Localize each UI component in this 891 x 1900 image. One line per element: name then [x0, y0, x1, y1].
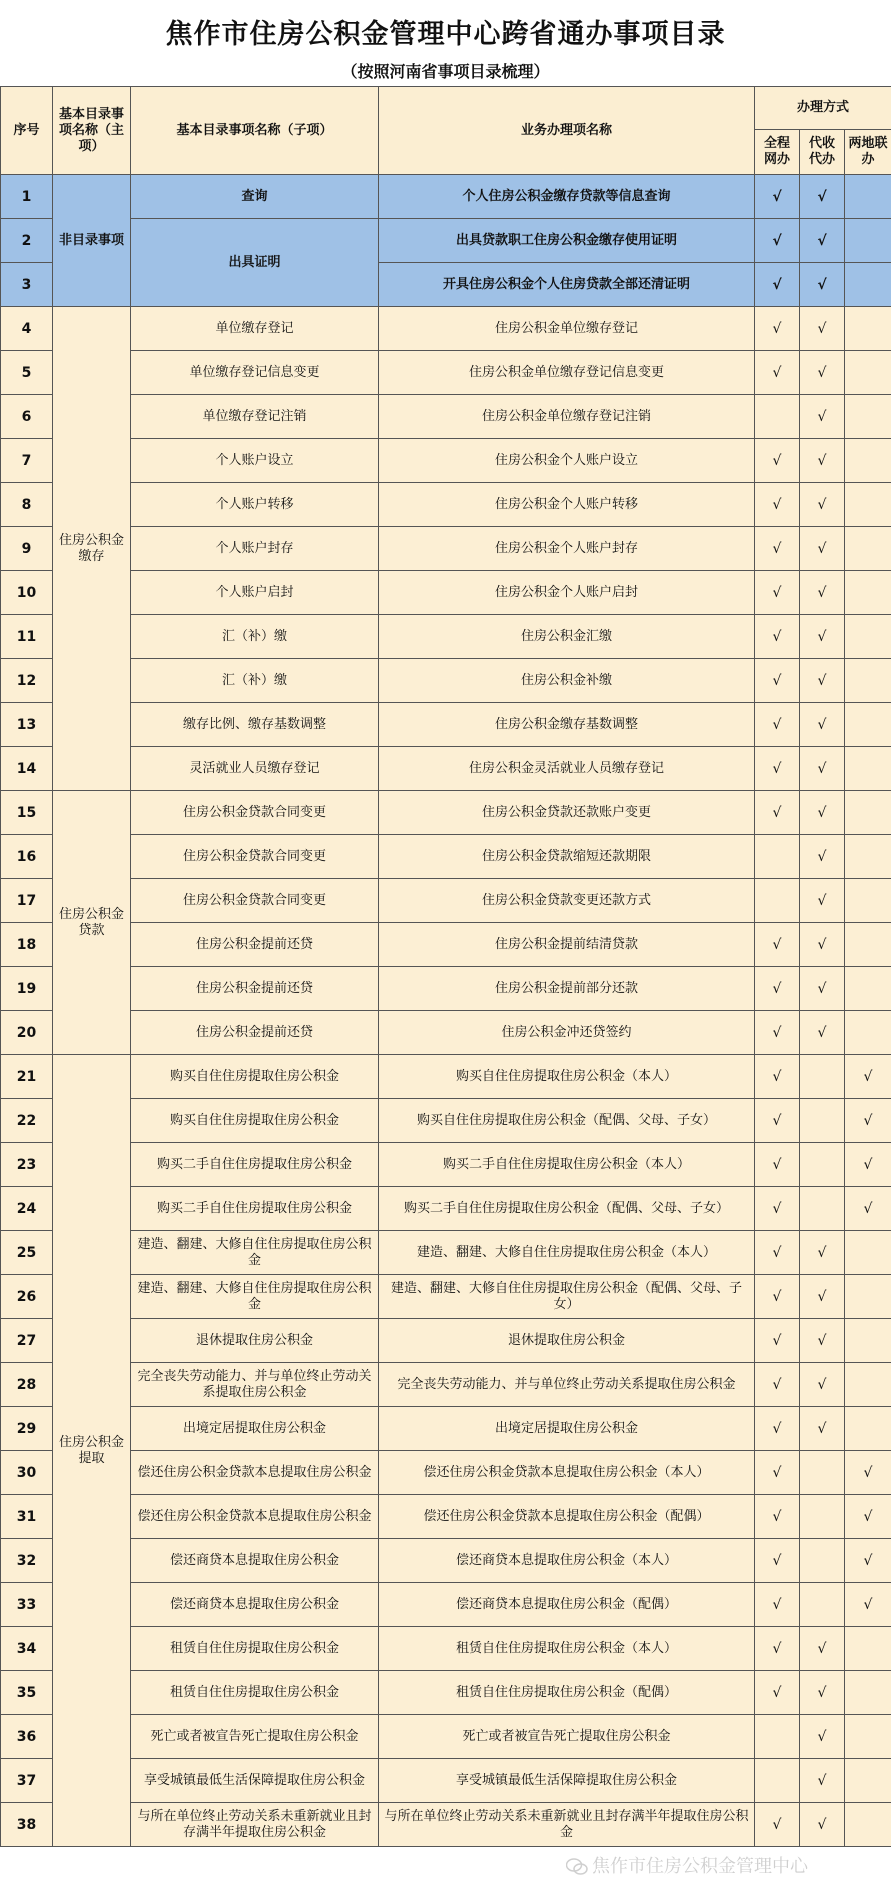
- joint-check: √: [845, 1143, 891, 1187]
- business-item-cell: 建造、翻建、大修自住住房提取住房公积金（配偶、父母、子女）: [379, 1275, 755, 1319]
- table-row: [1, 351, 891, 395]
- joint-check: [845, 659, 891, 703]
- table-row: [1, 1275, 891, 1319]
- row-number: 32: [1, 1539, 53, 1583]
- online-check: √: [755, 175, 800, 219]
- table-row: [1, 923, 891, 967]
- business-item-cell: 住房公积金单位缴存登记信息变更: [379, 351, 755, 395]
- online-check: √: [755, 571, 800, 615]
- proxy-check: √: [800, 483, 845, 527]
- business-item-cell: 与所在单位终止劳动关系未重新就业且封存满半年提取住房公积金: [379, 1803, 755, 1847]
- row-number: 15: [1, 791, 53, 835]
- proxy-check: √: [800, 835, 845, 879]
- row-number: 27: [1, 1319, 53, 1363]
- proxy-check: √: [800, 1407, 845, 1451]
- proxy-check: √: [800, 263, 845, 307]
- subitem-cell: 租赁自住住房提取住房公积金: [131, 1671, 379, 1715]
- table-row: [1, 1319, 891, 1363]
- watermark: [566, 1852, 808, 1878]
- subitem-cell: 汇（补）缴: [131, 659, 379, 703]
- title-block: [0, 0, 891, 86]
- subitem-cell: 与所在单位终止劳动关系未重新就业且封存满半年提取住房公积金: [131, 1803, 379, 1847]
- business-item-cell: 购买自住住房提取住房公积金（本人）: [379, 1055, 755, 1099]
- business-item-cell: 住房公积金单位缴存登记注销: [379, 395, 755, 439]
- online-check: √: [755, 967, 800, 1011]
- online-check: √: [755, 659, 800, 703]
- subitem-cell: 退休提取住房公积金: [131, 1319, 379, 1363]
- proxy-check: √: [800, 1759, 845, 1803]
- business-item-cell: 出境定居提取住房公积金: [379, 1407, 755, 1451]
- proxy-check: √: [800, 1231, 845, 1275]
- business-item-cell: 租赁自住住房提取住房公积金（配偶）: [379, 1671, 755, 1715]
- proxy-check: √: [800, 703, 845, 747]
- table-row: [1, 1627, 891, 1671]
- table-row: [1, 703, 891, 747]
- subitem-cell: 购买自住住房提取住房公积金: [131, 1099, 379, 1143]
- joint-check: √: [845, 1099, 891, 1143]
- business-item-cell: 住房公积金单位缴存登记: [379, 307, 755, 351]
- online-check: √: [755, 1231, 800, 1275]
- header-seq: 序号: [1, 87, 53, 175]
- proxy-check: √: [800, 791, 845, 835]
- business-item-cell: 购买自住住房提取住房公积金（配偶、父母、子女）: [379, 1099, 755, 1143]
- header-basic: 基本目录事项名称（主项）: [53, 87, 131, 175]
- table-row: [1, 1451, 891, 1495]
- table-row: [1, 659, 891, 703]
- table-row: [1, 1055, 891, 1099]
- proxy-check: √: [800, 571, 845, 615]
- subitem-cell: 灵活就业人员缴存登记: [131, 747, 379, 791]
- subitem-cell: 住房公积金提前还贷: [131, 923, 379, 967]
- proxy-check: √: [800, 175, 845, 219]
- proxy-check: √: [800, 1627, 845, 1671]
- row-number: 35: [1, 1671, 53, 1715]
- online-check: [755, 835, 800, 879]
- business-item-cell: 住房公积金个人账户设立: [379, 439, 755, 483]
- joint-check: [845, 1363, 891, 1407]
- online-check: [755, 1759, 800, 1803]
- business-item-cell: 偿还商贷本息提取住房公积金（本人）: [379, 1539, 755, 1583]
- joint-check: [845, 1231, 891, 1275]
- subitem-cell: 住房公积金贷款合同变更: [131, 791, 379, 835]
- table-row: [1, 835, 891, 879]
- subitem-cell: 享受城镇最低生活保障提取住房公积金: [131, 1759, 379, 1803]
- row-number: 25: [1, 1231, 53, 1275]
- row-number: 34: [1, 1627, 53, 1671]
- online-check: √: [755, 1583, 800, 1627]
- joint-check: √: [845, 1187, 891, 1231]
- subitem-cell: 出境定居提取住房公积金: [131, 1407, 379, 1451]
- table-row: [1, 1231, 891, 1275]
- row-number: 19: [1, 967, 53, 1011]
- subitem-cell: 出具证明: [131, 219, 379, 307]
- joint-check: [845, 263, 891, 307]
- row-number: 22: [1, 1099, 53, 1143]
- page-subtitle: （按照河南省事项目录梳理）: [341, 62, 550, 81]
- online-check: √: [755, 615, 800, 659]
- proxy-check: √: [800, 747, 845, 791]
- business-item-cell: 建造、翻建、大修自住住房提取住房公积金（本人）: [379, 1231, 755, 1275]
- business-item-cell: 住房公积金贷款缩短还款期限: [379, 835, 755, 879]
- proxy-check: [800, 1099, 845, 1143]
- proxy-check: √: [800, 395, 845, 439]
- table-row: [1, 1495, 891, 1539]
- header-online: 全程网办: [755, 130, 800, 175]
- page-title: 焦作市住房公积金管理中心跨省通办事项目录: [165, 19, 726, 50]
- joint-check: [845, 219, 891, 263]
- row-number: 33: [1, 1583, 53, 1627]
- online-check: √: [755, 1275, 800, 1319]
- online-check: √: [755, 1495, 800, 1539]
- row-number: 29: [1, 1407, 53, 1451]
- proxy-check: √: [800, 1319, 845, 1363]
- table-row: [1, 1099, 891, 1143]
- business-item-cell: 享受城镇最低生活保障提取住房公积金: [379, 1759, 755, 1803]
- business-item-cell: 偿还商贷本息提取住房公积金（配偶）: [379, 1583, 755, 1627]
- table-row: [1, 571, 891, 615]
- table-row: [1, 1187, 891, 1231]
- online-check: √: [755, 439, 800, 483]
- joint-check: [845, 1671, 891, 1715]
- proxy-check: [800, 1495, 845, 1539]
- row-number: 21: [1, 1055, 53, 1099]
- catalog-table: [0, 86, 891, 1847]
- row-number: 11: [1, 615, 53, 659]
- joint-check: [845, 395, 891, 439]
- joint-check: [845, 571, 891, 615]
- online-check: √: [755, 1011, 800, 1055]
- watermark-text: 焦作市住房公积金管理中心: [592, 1856, 808, 1877]
- subitem-cell: 个人账户转移: [131, 483, 379, 527]
- proxy-check: √: [800, 879, 845, 923]
- row-number: 36: [1, 1715, 53, 1759]
- subitem-cell: 租赁自住住房提取住房公积金: [131, 1627, 379, 1671]
- business-item-cell: 住房公积金个人账户封存: [379, 527, 755, 571]
- table-row: [1, 1407, 891, 1451]
- online-check: √: [755, 1187, 800, 1231]
- subitem-cell: 个人账户封存: [131, 527, 379, 571]
- subitem-cell: 购买二手自住住房提取住房公积金: [131, 1143, 379, 1187]
- table-row: [1, 1759, 891, 1803]
- row-number: 38: [1, 1803, 53, 1847]
- table-row: [1, 1539, 891, 1583]
- joint-check: [845, 439, 891, 483]
- joint-check: √: [845, 1495, 891, 1539]
- subitem-cell: 单位缴存登记: [131, 307, 379, 351]
- joint-check: [845, 879, 891, 923]
- table-row: [1, 175, 891, 219]
- proxy-check: [800, 1451, 845, 1495]
- business-item-cell: 偿还住房公积金贷款本息提取住房公积金（本人）: [379, 1451, 755, 1495]
- business-item-cell: 住房公积金汇缴: [379, 615, 755, 659]
- table-row: [1, 1715, 891, 1759]
- online-check: √: [755, 1671, 800, 1715]
- table-row: [1, 615, 891, 659]
- table-row: [1, 1363, 891, 1407]
- subitem-cell: 偿还住房公积金贷款本息提取住房公积金: [131, 1451, 379, 1495]
- online-check: [755, 1715, 800, 1759]
- subitem-cell: 缴存比例、缴存基数调整: [131, 703, 379, 747]
- joint-check: [845, 615, 891, 659]
- category-cell: 住房公积金缴存: [53, 307, 131, 791]
- subitem-cell: 偿还住房公积金贷款本息提取住房公积金: [131, 1495, 379, 1539]
- row-number: 1: [1, 175, 53, 219]
- business-item-cell: 购买二手自住住房提取住房公积金（配偶、父母、子女）: [379, 1187, 755, 1231]
- row-number: 17: [1, 879, 53, 923]
- table-row: [1, 791, 891, 835]
- online-check: √: [755, 791, 800, 835]
- row-number: 7: [1, 439, 53, 483]
- catalog-body: [1, 175, 891, 1847]
- online-check: √: [755, 747, 800, 791]
- proxy-check: √: [800, 615, 845, 659]
- business-item-cell: 住房公积金提前部分还款: [379, 967, 755, 1011]
- joint-check: [845, 1407, 891, 1451]
- proxy-check: [800, 1143, 845, 1187]
- proxy-check: √: [800, 1671, 845, 1715]
- online-check: √: [755, 527, 800, 571]
- online-check: [755, 879, 800, 923]
- online-check: √: [755, 1055, 800, 1099]
- business-item-cell: 住房公积金提前结清贷款: [379, 923, 755, 967]
- proxy-check: √: [800, 307, 845, 351]
- subitem-cell: 购买二手自住住房提取住房公积金: [131, 1187, 379, 1231]
- wechat-icon: [566, 1858, 588, 1876]
- row-number: 9: [1, 527, 53, 571]
- subitem-cell: 住房公积金提前还贷: [131, 967, 379, 1011]
- business-item-cell: 住房公积金冲还贷签约: [379, 1011, 755, 1055]
- online-check: √: [755, 1099, 800, 1143]
- proxy-check: √: [800, 1803, 845, 1847]
- joint-check: [845, 747, 891, 791]
- proxy-check: √: [800, 1363, 845, 1407]
- proxy-check: √: [800, 659, 845, 703]
- row-number: 3: [1, 263, 53, 307]
- proxy-check: √: [800, 351, 845, 395]
- row-number: 37: [1, 1759, 53, 1803]
- online-check: √: [755, 1539, 800, 1583]
- subitem-cell: 单位缴存登记注销: [131, 395, 379, 439]
- row-number: 30: [1, 1451, 53, 1495]
- proxy-check: √: [800, 439, 845, 483]
- proxy-check: √: [800, 1715, 845, 1759]
- table-row: [1, 307, 891, 351]
- business-item-cell: 住房公积金贷款变更还款方式: [379, 879, 755, 923]
- joint-check: [845, 835, 891, 879]
- proxy-check: [800, 1055, 845, 1099]
- joint-check: [845, 307, 891, 351]
- row-number: 10: [1, 571, 53, 615]
- header-mode: 办理方式: [755, 87, 891, 130]
- joint-check: [845, 703, 891, 747]
- online-check: √: [755, 351, 800, 395]
- joint-check: [845, 1715, 891, 1759]
- header-joint: 两地联办: [845, 130, 891, 175]
- joint-check: [845, 923, 891, 967]
- subitem-cell: 查询: [131, 175, 379, 219]
- online-check: √: [755, 1319, 800, 1363]
- business-item-cell: 住房公积金灵活就业人员缴存登记: [379, 747, 755, 791]
- business-item-cell: 退休提取住房公积金: [379, 1319, 755, 1363]
- joint-check: [845, 175, 891, 219]
- subitem-cell: 个人账户设立: [131, 439, 379, 483]
- joint-check: [845, 967, 891, 1011]
- online-check: √: [755, 1363, 800, 1407]
- subitem-cell: 建造、翻建、大修自住住房提取住房公积金: [131, 1231, 379, 1275]
- online-check: √: [755, 483, 800, 527]
- online-check: √: [755, 1803, 800, 1847]
- table-row: [1, 439, 891, 483]
- subitem-cell: 住房公积金提前还贷: [131, 1011, 379, 1055]
- row-number: 4: [1, 307, 53, 351]
- row-number: 28: [1, 1363, 53, 1407]
- online-check: √: [755, 1143, 800, 1187]
- row-number: 20: [1, 1011, 53, 1055]
- online-check: √: [755, 1407, 800, 1451]
- proxy-check: √: [800, 1275, 845, 1319]
- business-item-cell: 开具住房公积金个人住房贷款全部还清证明: [379, 263, 755, 307]
- header-sub: 基本目录事项名称（子项）: [131, 87, 379, 175]
- row-number: 5: [1, 351, 53, 395]
- online-check: √: [755, 307, 800, 351]
- proxy-check: √: [800, 967, 845, 1011]
- row-number: 23: [1, 1143, 53, 1187]
- table-row: [1, 747, 891, 791]
- row-number: 16: [1, 835, 53, 879]
- joint-check: √: [845, 1451, 891, 1495]
- joint-check: [845, 483, 891, 527]
- business-item-cell: 住房公积金缴存基数调整: [379, 703, 755, 747]
- business-item-cell: 偿还住房公积金贷款本息提取住房公积金（配偶）: [379, 1495, 755, 1539]
- joint-check: [845, 1011, 891, 1055]
- category-cell: 非目录事项: [53, 175, 131, 307]
- proxy-check: √: [800, 1011, 845, 1055]
- table-row: [1, 967, 891, 1011]
- proxy-check: √: [800, 923, 845, 967]
- subitem-cell: 汇（补）缴: [131, 615, 379, 659]
- online-check: √: [755, 923, 800, 967]
- online-check: √: [755, 219, 800, 263]
- subitem-cell: 购买自住住房提取住房公积金: [131, 1055, 379, 1099]
- business-item-cell: 完全丧失劳动能力、并与单位终止劳动关系提取住房公积金: [379, 1363, 755, 1407]
- joint-check: [845, 1627, 891, 1671]
- table-row: [1, 1803, 891, 1847]
- business-item-cell: 住房公积金贷款还款账户变更: [379, 791, 755, 835]
- row-number: 14: [1, 747, 53, 791]
- joint-check: [845, 351, 891, 395]
- proxy-check: √: [800, 219, 845, 263]
- table-row: [1, 879, 891, 923]
- subitem-cell: 建造、翻建、大修自住住房提取住房公积金: [131, 1275, 379, 1319]
- joint-check: [845, 791, 891, 835]
- business-item-cell: 个人住房公积金缴存贷款等信息查询: [379, 175, 755, 219]
- joint-check: √: [845, 1583, 891, 1627]
- row-number: 18: [1, 923, 53, 967]
- joint-check: [845, 527, 891, 571]
- row-number: 6: [1, 395, 53, 439]
- table-row: [1, 1583, 891, 1627]
- table-row: [1, 527, 891, 571]
- subitem-cell: 个人账户启封: [131, 571, 379, 615]
- business-item-cell: 住房公积金个人账户转移: [379, 483, 755, 527]
- subitem-cell: 住房公积金贷款合同变更: [131, 835, 379, 879]
- online-check: √: [755, 1451, 800, 1495]
- row-number: 31: [1, 1495, 53, 1539]
- proxy-check: √: [800, 527, 845, 571]
- proxy-check: [800, 1583, 845, 1627]
- joint-check: √: [845, 1055, 891, 1099]
- table-row: [1, 1011, 891, 1055]
- subitem-cell: 死亡或者被宣告死亡提取住房公积金: [131, 1715, 379, 1759]
- row-number: 12: [1, 659, 53, 703]
- online-check: √: [755, 263, 800, 307]
- row-number: 26: [1, 1275, 53, 1319]
- header-biz: 业务办理项名称: [379, 87, 755, 175]
- online-check: √: [755, 703, 800, 747]
- table-row: [1, 1143, 891, 1187]
- row-number: 2: [1, 219, 53, 263]
- subitem-cell: 完全丧失劳动能力、并与单位终止劳动关系提取住房公积金: [131, 1363, 379, 1407]
- table-row: [1, 483, 891, 527]
- category-cell: 住房公积金提取: [53, 1055, 131, 1847]
- joint-check: [845, 1319, 891, 1363]
- online-check: [755, 395, 800, 439]
- online-check: √: [755, 1627, 800, 1671]
- joint-check: [845, 1803, 891, 1847]
- category-cell: 住房公积金贷款: [53, 791, 131, 1055]
- business-item-cell: 购买二手自住住房提取住房公积金（本人）: [379, 1143, 755, 1187]
- subitem-cell: 住房公积金贷款合同变更: [131, 879, 379, 923]
- subitem-cell: 偿还商贷本息提取住房公积金: [131, 1583, 379, 1627]
- business-item-cell: 租赁自住住房提取住房公积金（本人）: [379, 1627, 755, 1671]
- subitem-cell: 单位缴存登记信息变更: [131, 351, 379, 395]
- business-item-cell: 死亡或者被宣告死亡提取住房公积金: [379, 1715, 755, 1759]
- proxy-check: [800, 1187, 845, 1231]
- joint-check: √: [845, 1539, 891, 1583]
- table-row: [1, 395, 891, 439]
- joint-check: [845, 1759, 891, 1803]
- business-item-cell: 出具贷款职工住房公积金缴存使用证明: [379, 219, 755, 263]
- row-number: 24: [1, 1187, 53, 1231]
- business-item-cell: 住房公积金个人账户启封: [379, 571, 755, 615]
- business-item-cell: 住房公积金补缴: [379, 659, 755, 703]
- row-number: 13: [1, 703, 53, 747]
- subitem-cell: 偿还商贷本息提取住房公积金: [131, 1539, 379, 1583]
- joint-check: [845, 1275, 891, 1319]
- table-row: [1, 1671, 891, 1715]
- proxy-check: [800, 1539, 845, 1583]
- table-row: [1, 219, 891, 263]
- row-number: 8: [1, 483, 53, 527]
- header-proxy: 代收代办: [800, 130, 845, 175]
